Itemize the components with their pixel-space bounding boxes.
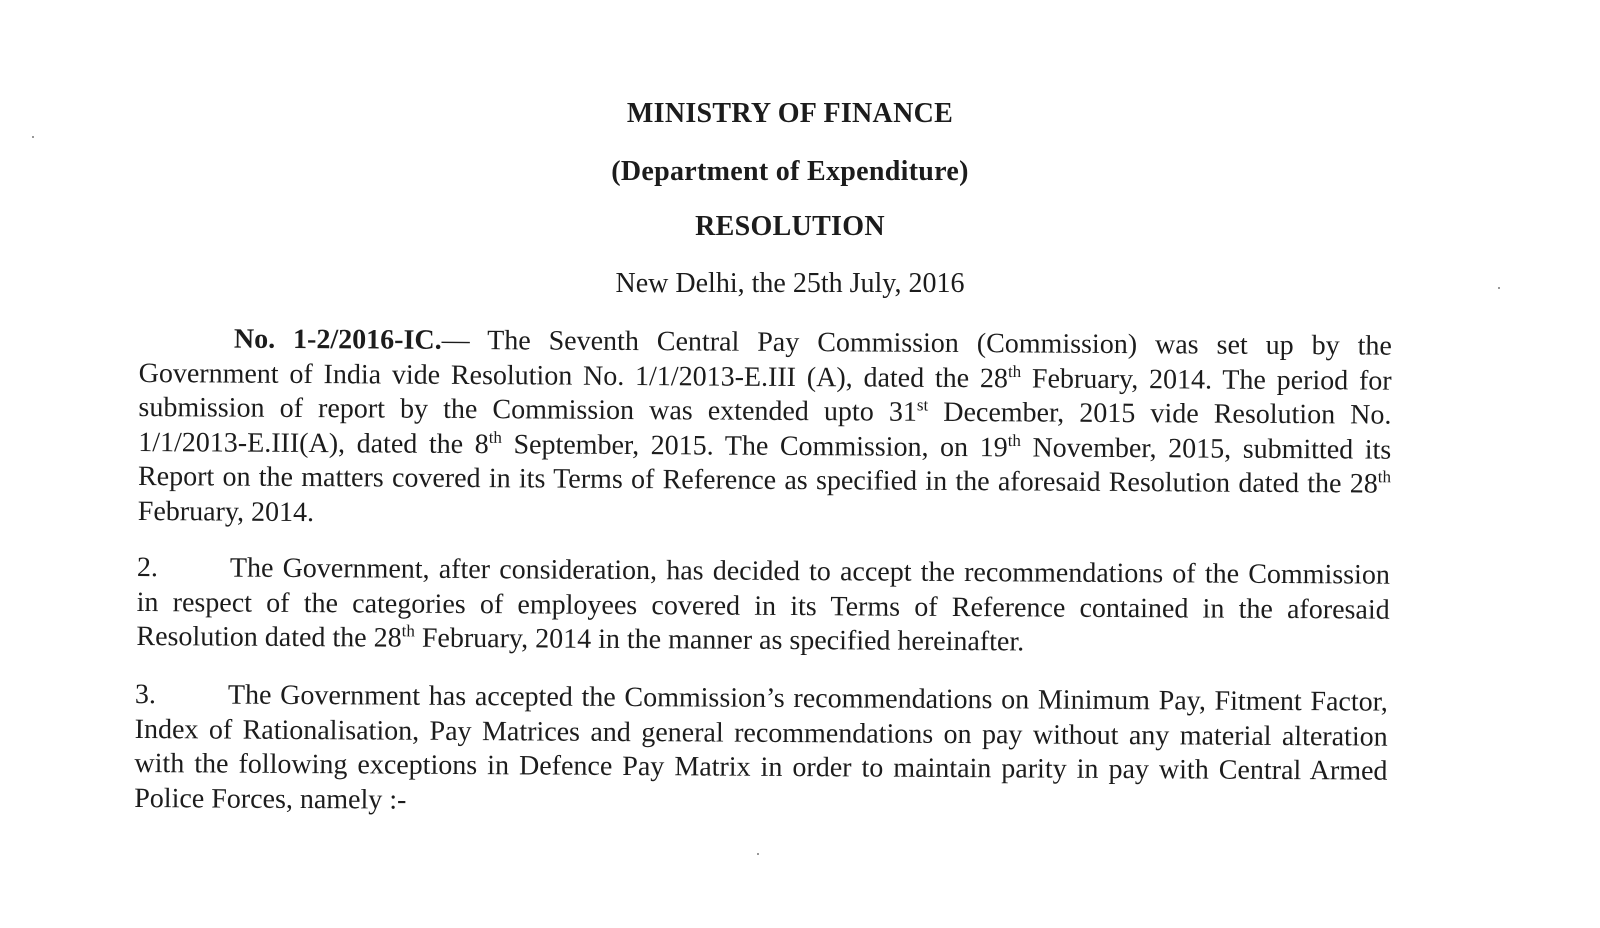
p2-text-1: The Government, after consideration, has decided to accept the recommendations of the Commission in respect of the categories of employees covered in its Terms of Reference contained in the aforesaid Resolution dated the 28 bbox=[136, 552, 1390, 654]
p1-text-3: December, 2015 vide Resolution No. 1/1/2013-E.III(A), dated the 8 bbox=[138, 396, 1392, 460]
paragraph-1 bbox=[138, 322, 1392, 537]
p1-text-5: November, 2015, submitted its Report on the matters covered in its Terms of Reference as specified in the aforesaid Resolution dated the 28 bbox=[137, 431, 1392, 500]
p1-sup-4: th bbox=[1007, 430, 1022, 450]
resolution-heading: RESOLUTION bbox=[695, 211, 885, 242]
paragraph-2-number: 2. bbox=[136, 552, 158, 584]
p1-text-2: February, 2014. The period for submission of report by the Commission was extended upto 31 bbox=[138, 362, 1392, 428]
paragraph-3-number: 3. bbox=[134, 679, 156, 711]
p2-text-2: February, 2014 in the manner as specified hereinafter. bbox=[414, 622, 1025, 658]
p3-text: The Government has accepted the Commission’s recommendations on Minimum Pay, Fitment Factor, Index of Rationalisation, Pay Matrices and general recommendations on pay without any material alteration with the following exceptions in Defence Pay Matrix in order to maintain parity in pay with Central Armed Police Forces, namely :- bbox=[134, 679, 1388, 816]
paragraph-3 bbox=[134, 678, 1388, 824]
p1-sup-1: th bbox=[1007, 361, 1022, 381]
p1-text-1: — The Seventh Central Pay Commission (Commission) was set up by the Government of India vide Resolution No. 1/1/2013-E.III (A), dated the 28 bbox=[138, 324, 1392, 394]
department-heading: (Department of Expenditure) bbox=[611, 156, 969, 187]
p1-sup-2: st bbox=[916, 395, 929, 415]
scan-speck bbox=[1498, 287, 1500, 289]
scan-speck bbox=[32, 136, 34, 138]
p1-sup-5: th bbox=[1377, 467, 1392, 487]
p1-text-6: February, 2014. bbox=[137, 495, 315, 528]
p1-sup-3: th bbox=[488, 427, 503, 447]
p1-text-4: September, 2015. The Commission, on 19 bbox=[501, 428, 1008, 463]
dateline: New Delhi, the 25th July, 2016 bbox=[615, 268, 965, 299]
ministry-heading: MINISTRY OF FINANCE bbox=[626, 98, 954, 129]
paragraph-2 bbox=[136, 551, 1390, 662]
scan-speck bbox=[757, 853, 759, 855]
p2-sup-1: th bbox=[401, 621, 415, 641]
resolution-number: No. 1-2/2016-IC. bbox=[233, 323, 442, 356]
